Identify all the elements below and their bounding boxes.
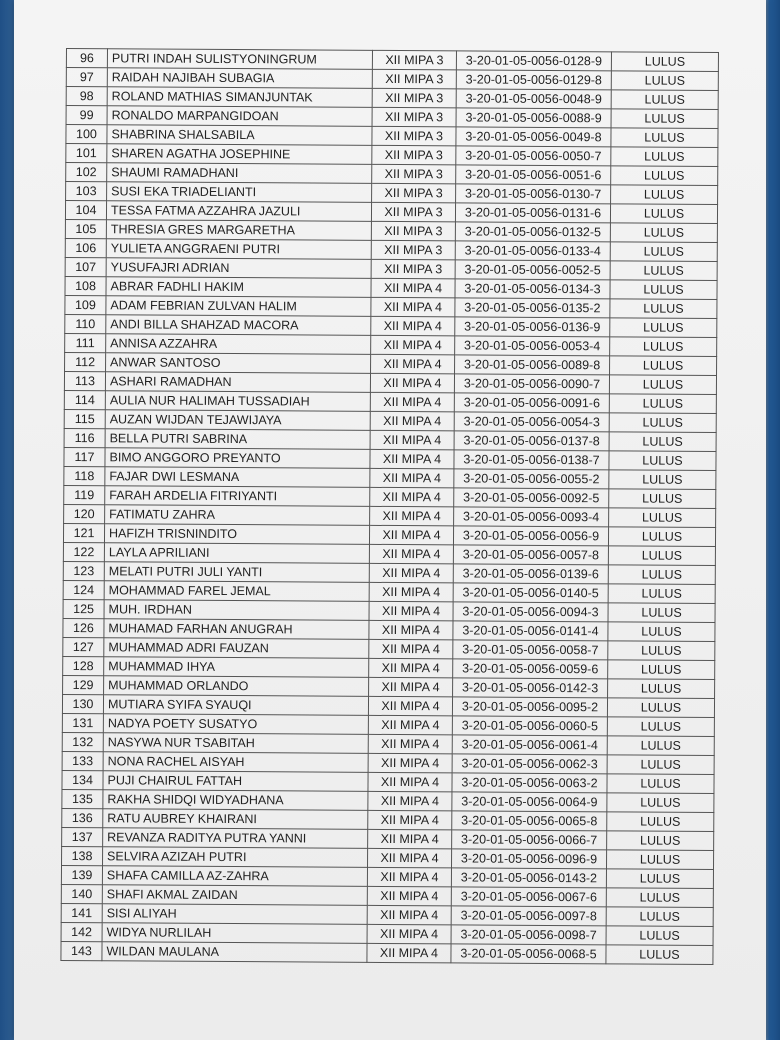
class-name: XII MIPA 3 (372, 50, 456, 70)
status-label: LULUS (610, 280, 717, 300)
student-name: MUHAMMAD ORLANDO (104, 676, 369, 697)
row-number: 129 (63, 675, 104, 694)
status-label: LULUS (611, 71, 718, 91)
status-label: LULUS (611, 109, 718, 129)
exam-number: 3-20-01-05-0056-0131-6 (455, 203, 610, 223)
class-name: XII MIPA 4 (369, 639, 453, 659)
status-label: LULUS (606, 926, 713, 946)
student-name: FAJAR DWI LESMANA (105, 467, 370, 488)
class-name: XII MIPA 3 (372, 69, 456, 89)
exam-number: 3-20-01-05-0056-0134-3 (455, 279, 610, 299)
student-name: RAIDAH NAJIBAH SUBAGIA (107, 68, 372, 89)
status-label: LULUS (610, 337, 717, 357)
student-name: BIMO ANGGORO PREYANTO (105, 448, 370, 469)
class-name: XII MIPA 3 (372, 126, 456, 146)
exam-number: 3-20-01-05-0056-0049-8 (456, 127, 611, 147)
status-label: LULUS (609, 413, 716, 433)
class-name: XII MIPA 4 (367, 905, 451, 925)
class-name: XII MIPA 4 (368, 848, 452, 868)
row-number: 143 (61, 941, 102, 960)
row-number: 116 (64, 428, 105, 447)
exam-number: 3-20-01-05-0056-0133-4 (455, 241, 610, 261)
row-number: 135 (62, 789, 103, 808)
exam-number: 3-20-01-05-0056-0141-4 (453, 621, 608, 641)
class-name: XII MIPA 4 (368, 791, 452, 811)
status-label: LULUS (611, 90, 718, 110)
row-number: 118 (64, 466, 105, 485)
student-name: WIDYA NURLILAH (102, 923, 367, 944)
status-label: LULUS (607, 774, 714, 794)
student-name: PUTRI INDAH SULISTYONINGRUM (107, 49, 372, 70)
class-name: XII MIPA 4 (369, 525, 453, 545)
student-name: SELVIRA AZIZAH PUTRI (103, 847, 368, 868)
student-name: PUJI CHAIRUL FATTAH (103, 771, 368, 792)
status-label: LULUS (607, 736, 714, 756)
row-number: 101 (66, 144, 107, 163)
row-number: 133 (62, 751, 103, 770)
exam-number: 3-20-01-05-0056-0065-8 (452, 811, 607, 831)
row-number: 110 (65, 314, 106, 333)
exam-number: 3-20-01-05-0056-0066-7 (452, 830, 607, 850)
status-label: LULUS (607, 831, 714, 851)
student-name: ASHARI RAMADHAN (105, 372, 370, 393)
student-name: ROLAND MATHIAS SIMANJUNTAK (107, 87, 372, 108)
exam-number: 3-20-01-05-0056-0063-2 (452, 773, 607, 793)
status-label: LULUS (608, 641, 715, 661)
student-name: ADAM FEBRIAN ZULVAN HALIM (106, 296, 371, 317)
class-name: XII MIPA 4 (371, 278, 455, 298)
student-name: HAFIZH TRISNINDITO (104, 524, 369, 545)
exam-number: 3-20-01-05-0056-0140-5 (453, 583, 608, 603)
row-number: 102 (66, 163, 107, 182)
table-row (61, 941, 713, 964)
student-name: MOHAMMAD FAREL JEMAL (104, 581, 369, 602)
row-number: 131 (62, 713, 103, 732)
exam-number: 3-20-01-05-0056-0068-5 (451, 944, 606, 964)
status-label: LULUS (608, 584, 715, 604)
class-name: XII MIPA 4 (368, 734, 452, 754)
row-number: 96 (66, 49, 107, 68)
exam-number: 3-20-01-05-0056-0060-5 (452, 716, 607, 736)
status-label: LULUS (608, 679, 715, 699)
class-name: XII MIPA 4 (370, 449, 454, 469)
status-label: LULUS (609, 489, 716, 509)
class-name: XII MIPA 3 (371, 202, 455, 222)
class-name: XII MIPA 4 (371, 297, 455, 317)
row-number: 124 (63, 580, 104, 599)
class-name: XII MIPA 3 (372, 164, 456, 184)
class-name: XII MIPA 4 (371, 316, 455, 336)
student-name: MUH. IRDHAN (104, 600, 369, 621)
row-number: 130 (62, 694, 103, 713)
class-name: XII MIPA 4 (371, 335, 455, 355)
student-name: TESSA FATMA AZZAHRA JAZULI (106, 201, 371, 222)
student-name: SHABRINA SHALSABILA (107, 125, 372, 146)
student-name: SISI ALIYAH (102, 904, 367, 925)
row-number: 121 (63, 523, 104, 542)
exam-number: 3-20-01-05-0056-0057-8 (453, 545, 608, 565)
student-name: YUSUFAJRI ADRIAN (106, 258, 371, 279)
exam-number: 3-20-01-05-0056-0059-6 (453, 659, 608, 679)
class-name: XII MIPA 4 (369, 563, 453, 583)
student-name: LAYLA APRILIANI (104, 543, 369, 564)
class-name: XII MIPA 3 (372, 88, 456, 108)
row-number: 134 (62, 770, 103, 789)
class-name: XII MIPA 4 (368, 715, 452, 735)
exam-number: 3-20-01-05-0056-0137-8 (454, 431, 609, 451)
exam-number: 3-20-01-05-0056-0061-4 (452, 735, 607, 755)
row-number: 109 (65, 295, 106, 314)
student-name: NADYA POETY SUSATYO (103, 714, 368, 735)
row-number: 141 (61, 903, 102, 922)
class-name: XII MIPA 4 (369, 544, 453, 564)
student-name: FATIMATU ZAHRA (105, 505, 370, 526)
class-name: XII MIPA 3 (371, 221, 455, 241)
class-name: XII MIPA 4 (369, 601, 453, 621)
class-name: XII MIPA 4 (369, 677, 453, 697)
status-label: LULUS (606, 945, 713, 965)
student-name: FARAH ARDELIA FITRIYANTI (105, 486, 370, 507)
student-name: MUHAMMAD IHYA (104, 657, 369, 678)
student-name: SHAFA CAMILLA AZ-ZAHRA (102, 866, 367, 887)
row-number: 114 (64, 390, 105, 409)
student-name: NASYWA NUR TSABITAH (103, 733, 368, 754)
status-label: LULUS (608, 622, 715, 642)
student-name: RATU AUBREY KHAIRANI (103, 809, 368, 830)
exam-number: 3-20-01-05-0056-0050-7 (456, 146, 611, 166)
class-name: XII MIPA 4 (367, 924, 451, 944)
class-name: XII MIPA 4 (368, 753, 452, 773)
class-name: XII MIPA 4 (367, 867, 451, 887)
class-name: XII MIPA 4 (369, 582, 453, 602)
student-name: MUHAMMAD ADRI FAUZAN (104, 638, 369, 659)
student-name: THRESIA GRES MARGARETHA (106, 220, 371, 241)
class-name: XII MIPA 4 (368, 829, 452, 849)
exam-number: 3-20-01-05-0056-0053-4 (455, 336, 610, 356)
exam-number: 3-20-01-05-0056-0089-8 (455, 355, 610, 375)
student-name: REVANZA RADITYA PUTRA YANNI (103, 828, 368, 849)
exam-number: 3-20-01-05-0056-0143-2 (451, 868, 606, 888)
exam-number: 3-20-01-05-0056-0139-6 (453, 564, 608, 584)
class-name: XII MIPA 4 (368, 696, 452, 716)
class-name: XII MIPA 3 (372, 145, 456, 165)
row-number: 97 (66, 68, 107, 87)
status-label: LULUS (609, 432, 716, 452)
exam-number: 3-20-01-05-0056-0135-2 (455, 298, 610, 318)
table-body (61, 49, 719, 965)
status-label: LULUS (607, 755, 714, 775)
row-number: 103 (66, 182, 107, 201)
class-name: XII MIPA 4 (368, 772, 452, 792)
student-name: WILDAN MAULANA (102, 942, 367, 963)
status-label: LULUS (607, 793, 714, 813)
row-number: 120 (64, 504, 105, 523)
row-number: 99 (66, 106, 107, 125)
row-number: 139 (61, 865, 102, 884)
status-label: LULUS (610, 223, 717, 243)
row-number: 111 (65, 333, 106, 352)
student-name: AULIA NUR HALIMAH TUSSADIAH (105, 391, 370, 412)
student-name: SHAFI AKMAL ZAIDAN (102, 885, 367, 906)
exam-number: 3-20-01-05-0056-0091-6 (454, 393, 609, 413)
class-name: XII MIPA 4 (367, 943, 451, 963)
exam-number: 3-20-01-05-0056-0096-9 (451, 849, 606, 869)
status-label: LULUS (607, 812, 714, 832)
status-label: LULUS (611, 185, 718, 205)
status-label: LULUS (606, 850, 713, 870)
student-name: ABRAR FADHLI HAKIM (106, 277, 371, 298)
exam-number: 3-20-01-05-0056-0055-2 (454, 469, 609, 489)
student-name: RONALDO MARPANGIDOAN (107, 106, 372, 127)
student-name: SHAREN AGATHA JOSEPHINE (107, 144, 372, 165)
exam-number: 3-20-01-05-0056-0128-9 (456, 51, 611, 71)
row-number: 115 (64, 409, 105, 428)
exam-number: 3-20-01-05-0056-0064-9 (452, 792, 607, 812)
row-number: 126 (63, 618, 104, 637)
row-number: 122 (63, 542, 104, 561)
status-label: LULUS (610, 242, 717, 262)
status-label: LULUS (606, 888, 713, 908)
student-name: MUHAMAD FARHAN ANUGRAH (104, 619, 369, 640)
class-name: XII MIPA 4 (369, 658, 453, 678)
status-label: LULUS (609, 375, 716, 395)
row-number: 137 (62, 827, 103, 846)
status-label: LULUS (609, 508, 716, 528)
status-label: LULUS (610, 299, 717, 319)
exam-number: 3-20-01-05-0056-0136-9 (455, 317, 610, 337)
row-number: 105 (65, 219, 106, 238)
status-label: LULUS (608, 546, 715, 566)
status-label: LULUS (610, 318, 717, 338)
exam-number: 3-20-01-05-0056-0048-9 (456, 89, 611, 109)
row-number: 127 (63, 637, 104, 656)
status-label: LULUS (611, 128, 718, 148)
row-number: 142 (61, 922, 102, 941)
exam-number: 3-20-01-05-0056-0097-8 (451, 906, 606, 926)
status-label: LULUS (607, 717, 714, 737)
exam-number: 3-20-01-05-0056-0067-6 (451, 887, 606, 907)
class-name: XII MIPA 4 (370, 430, 454, 450)
row-number: 123 (63, 561, 104, 580)
class-name: XII MIPA 4 (370, 373, 454, 393)
class-name: XII MIPA 3 (371, 259, 455, 279)
row-number: 100 (66, 125, 107, 144)
class-name: XII MIPA 4 (370, 411, 454, 431)
status-label: LULUS (608, 660, 715, 680)
exam-number: 3-20-01-05-0056-0051-6 (456, 165, 611, 185)
exam-number: 3-20-01-05-0056-0056-9 (453, 526, 608, 546)
status-label: LULUS (606, 907, 713, 927)
student-name: YULIETA ANGGRAENI PUTRI (106, 239, 371, 260)
student-name: RAKHA SHIDQI WIDYADHANA (103, 790, 368, 811)
class-name: XII MIPA 4 (367, 886, 451, 906)
exam-number: 3-20-01-05-0056-0129-8 (456, 70, 611, 90)
student-name: ANNISA AZZAHRA (106, 334, 371, 355)
class-name: XII MIPA 4 (370, 506, 454, 526)
row-number: 140 (61, 884, 102, 903)
student-name: AUZAN WIJDAN TEJAWIJAYA (105, 410, 370, 431)
student-name: SHAUMI RAMADHANI (107, 163, 372, 184)
status-label: LULUS (606, 869, 713, 889)
student-name: BELLA PUTRI SABRINA (105, 429, 370, 450)
exam-number: 3-20-01-05-0056-0093-4 (454, 507, 609, 527)
status-label: LULUS (610, 356, 717, 376)
status-label: LULUS (609, 451, 716, 471)
status-label: LULUS (611, 166, 718, 186)
row-number: 113 (64, 371, 105, 390)
exam-number: 3-20-01-05-0056-0095-2 (452, 697, 607, 717)
exam-number: 3-20-01-05-0056-0090-7 (454, 374, 609, 394)
exam-number: 3-20-01-05-0056-0130-7 (456, 184, 611, 204)
class-name: XII MIPA 3 (371, 240, 455, 260)
graduation-results-table (60, 48, 719, 965)
exam-number: 3-20-01-05-0056-0088-9 (456, 108, 611, 128)
row-number: 107 (65, 257, 106, 276)
class-name: XII MIPA 3 (372, 107, 456, 127)
status-label: LULUS (609, 470, 716, 490)
student-name: MELATI PUTRI JULI YANTI (104, 562, 369, 583)
status-label: LULUS (611, 147, 718, 167)
status-label: LULUS (608, 603, 715, 623)
row-number: 98 (66, 87, 107, 106)
exam-number: 3-20-01-05-0056-0098-7 (451, 925, 606, 945)
student-name: NONA RACHEL AISYAH (103, 752, 368, 773)
class-name: XII MIPA 3 (372, 183, 456, 203)
student-name: ANWAR SANTOSO (106, 353, 371, 374)
row-number: 112 (65, 352, 106, 371)
class-name: XII MIPA 4 (369, 620, 453, 640)
row-number: 128 (63, 656, 104, 675)
student-name: SUSI EKA TRIADELIANTI (107, 182, 372, 203)
status-label: LULUS (610, 261, 717, 281)
exam-number: 3-20-01-05-0056-0094-3 (453, 602, 608, 622)
status-label: LULUS (608, 565, 715, 585)
class-name: XII MIPA 4 (368, 810, 452, 830)
row-number: 125 (63, 599, 104, 618)
exam-number: 3-20-01-05-0056-0142-3 (453, 678, 608, 698)
row-number: 132 (62, 732, 103, 751)
exam-number: 3-20-01-05-0056-0054-3 (454, 412, 609, 432)
status-label: LULUS (610, 204, 717, 224)
class-name: XII MIPA 4 (370, 468, 454, 488)
row-number: 138 (62, 846, 103, 865)
exam-number: 3-20-01-05-0056-0138-7 (454, 450, 609, 470)
status-label: LULUS (608, 527, 715, 547)
status-label: LULUS (609, 394, 716, 414)
row-number: 119 (64, 485, 105, 504)
exam-number: 3-20-01-05-0056-0092-5 (454, 488, 609, 508)
student-name: ANDI BILLA SHAHZAD MACORA (106, 315, 371, 336)
exam-number: 3-20-01-05-0056-0062-3 (452, 754, 607, 774)
class-name: XII MIPA 4 (370, 392, 454, 412)
row-number: 108 (65, 276, 106, 295)
status-label: LULUS (607, 698, 714, 718)
exam-number: 3-20-01-05-0056-0132-5 (455, 222, 610, 242)
row-number: 104 (65, 201, 106, 220)
row-number: 117 (64, 447, 105, 466)
student-name: MUTIARA SYIFA SYAUQI (103, 695, 368, 716)
row-number: 106 (65, 238, 106, 257)
class-name: XII MIPA 4 (370, 487, 454, 507)
exam-number: 3-20-01-05-0056-0058-7 (453, 640, 608, 660)
class-name: XII MIPA 4 (371, 354, 455, 374)
status-label: LULUS (611, 52, 718, 72)
exam-number: 3-20-01-05-0056-0052-5 (455, 260, 610, 280)
row-number: 136 (62, 808, 103, 827)
